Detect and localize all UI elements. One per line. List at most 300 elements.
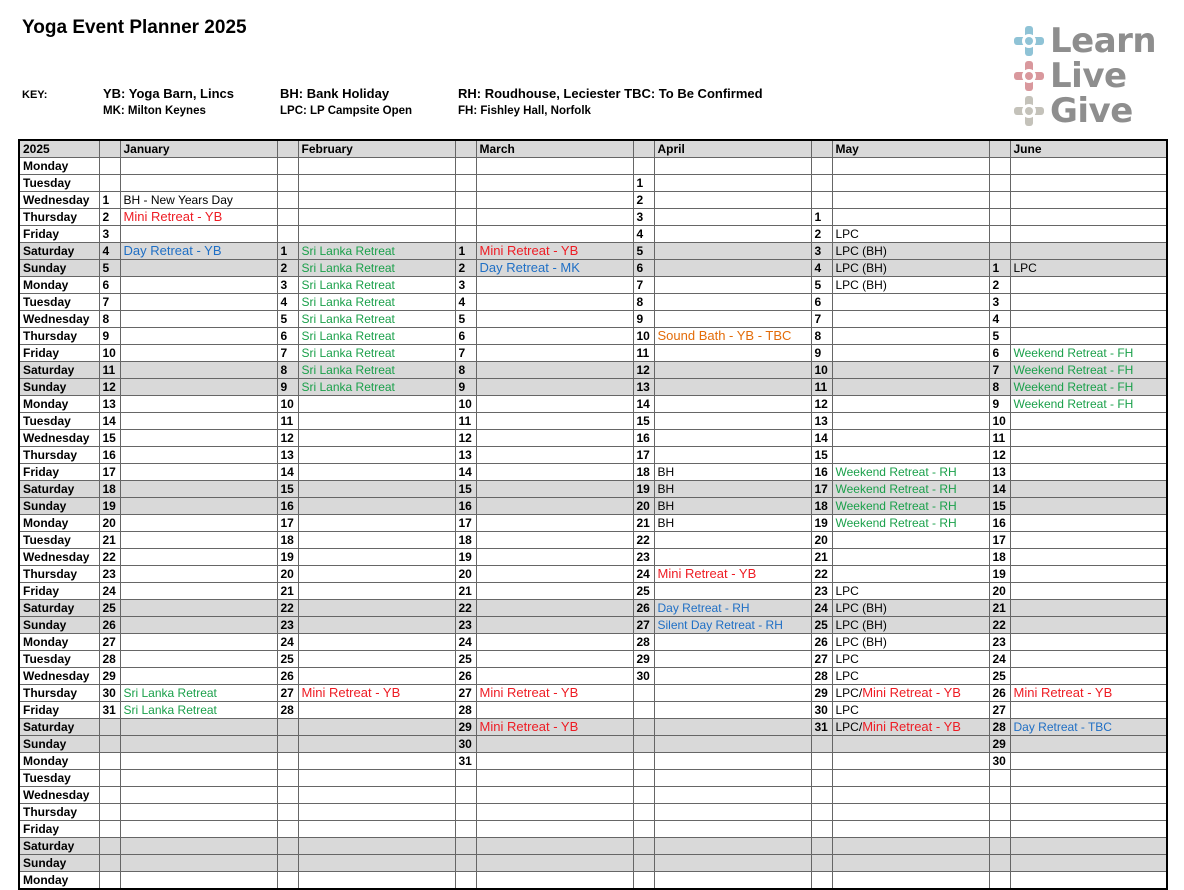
weekday-cell: Monday bbox=[19, 515, 99, 532]
date-number-cell bbox=[989, 770, 1010, 787]
date-number-cell: 2 bbox=[277, 260, 298, 277]
date-number-cell: 2 bbox=[633, 192, 654, 209]
date-number-cell: 13 bbox=[989, 464, 1010, 481]
event-cell bbox=[832, 158, 989, 175]
event-label: LPC bbox=[1013, 261, 1037, 275]
date-number-cell: 30 bbox=[455, 736, 476, 753]
date-number-cell: 7 bbox=[99, 294, 120, 311]
date-number-cell: 16 bbox=[989, 515, 1010, 532]
date-number-cell: 1 bbox=[455, 243, 476, 260]
weekday-cell: Friday bbox=[19, 583, 99, 600]
event-cell bbox=[654, 277, 811, 294]
event-planner-table bbox=[18, 139, 1168, 890]
date-number-cell: 7 bbox=[811, 311, 832, 328]
date-number-cell: 7 bbox=[277, 345, 298, 362]
date-number-cell bbox=[633, 804, 654, 821]
event-cell bbox=[298, 787, 455, 804]
event-cell bbox=[654, 294, 811, 311]
date-number-cell: 14 bbox=[277, 464, 298, 481]
event-cell bbox=[1010, 345, 1167, 362]
date-number-cell: 23 bbox=[989, 634, 1010, 651]
event-label: Day Retreat - TBC bbox=[1013, 720, 1112, 734]
date-number-cell: 28 bbox=[811, 668, 832, 685]
date-number-cell: 17 bbox=[989, 532, 1010, 549]
event-cell bbox=[832, 583, 989, 600]
event-label: Mini Retreat - YB bbox=[123, 209, 223, 224]
date-number-cell bbox=[99, 838, 120, 855]
date-number-cell: 16 bbox=[277, 498, 298, 515]
event-label: Mini Retreat - YB bbox=[479, 243, 579, 258]
live-cross-icon bbox=[1012, 59, 1046, 93]
date-number-cell: 13 bbox=[811, 413, 832, 430]
weekday-cell: Thursday bbox=[19, 804, 99, 821]
date-number-cell bbox=[633, 855, 654, 872]
event-cell bbox=[120, 158, 277, 175]
date-number-cell bbox=[99, 736, 120, 753]
event-cell bbox=[654, 753, 811, 770]
logo-live: Live bbox=[1050, 56, 1127, 96]
date-number-cell: 22 bbox=[99, 549, 120, 566]
planner-body bbox=[19, 158, 1167, 890]
event-cell bbox=[1010, 753, 1167, 770]
event-cell bbox=[298, 634, 455, 651]
date-number-cell: 3 bbox=[99, 226, 120, 243]
event-cell bbox=[1010, 158, 1167, 175]
date-number-cell: 7 bbox=[989, 362, 1010, 379]
date-number-cell: 20 bbox=[633, 498, 654, 515]
event-cell bbox=[120, 192, 277, 209]
event-cell bbox=[654, 175, 811, 192]
table-row bbox=[19, 294, 1167, 311]
event-cell bbox=[120, 736, 277, 753]
event-cell bbox=[1010, 498, 1167, 515]
date-number-cell: 8 bbox=[455, 362, 476, 379]
date-number-cell bbox=[277, 753, 298, 770]
table-row bbox=[19, 855, 1167, 872]
event-cell bbox=[832, 345, 989, 362]
event-cell bbox=[120, 872, 277, 890]
date-number-cell: 13 bbox=[633, 379, 654, 396]
date-number-cell bbox=[277, 192, 298, 209]
event-label: Mini Retreat - YB bbox=[862, 685, 961, 700]
event-cell bbox=[120, 294, 277, 311]
event-cell bbox=[120, 243, 277, 260]
date-number-cell bbox=[455, 770, 476, 787]
event-cell bbox=[120, 566, 277, 583]
event-cell bbox=[654, 260, 811, 277]
table-row bbox=[19, 634, 1167, 651]
date-number-cell: 9 bbox=[455, 379, 476, 396]
weekday-cell: Thursday bbox=[19, 566, 99, 583]
date-number-cell: 3 bbox=[455, 277, 476, 294]
event-label: LPC bbox=[835, 652, 859, 666]
date-number-cell: 13 bbox=[455, 447, 476, 464]
event-cell bbox=[832, 311, 989, 328]
event-cell bbox=[476, 430, 633, 447]
date-number-cell: 1 bbox=[811, 209, 832, 226]
weekday-cell: Sunday bbox=[19, 855, 99, 872]
event-cell bbox=[298, 260, 455, 277]
event-cell bbox=[832, 600, 989, 617]
date-number-cell: 8 bbox=[989, 379, 1010, 396]
date-number-cell bbox=[989, 209, 1010, 226]
event-cell bbox=[120, 464, 277, 481]
date-number-cell bbox=[455, 158, 476, 175]
date-number-cell: 19 bbox=[989, 566, 1010, 583]
date-number-cell bbox=[99, 175, 120, 192]
date-number-cell: 12 bbox=[455, 430, 476, 447]
weekday-cell: Tuesday bbox=[19, 413, 99, 430]
event-label: LPC bbox=[835, 584, 859, 598]
event-cell bbox=[654, 685, 811, 702]
date-number-cell bbox=[455, 787, 476, 804]
event-cell bbox=[1010, 379, 1167, 396]
weekday-cell: Tuesday bbox=[19, 651, 99, 668]
date-number-cell bbox=[633, 838, 654, 855]
date-number-cell: 26 bbox=[989, 685, 1010, 702]
date-number-cell: 12 bbox=[811, 396, 832, 413]
event-label: Mini Retreat - YB bbox=[479, 685, 579, 700]
event-cell bbox=[832, 328, 989, 345]
event-cell bbox=[476, 753, 633, 770]
date-number-cell bbox=[811, 175, 832, 192]
event-cell bbox=[654, 447, 811, 464]
event-label: LPC bbox=[835, 669, 859, 683]
event-cell bbox=[832, 532, 989, 549]
date-number-cell: 1 bbox=[989, 260, 1010, 277]
logo-give: Give bbox=[1050, 91, 1133, 131]
date-number-cell bbox=[633, 787, 654, 804]
event-cell bbox=[1010, 260, 1167, 277]
date-number-cell: 8 bbox=[633, 294, 654, 311]
date-number-cell: 14 bbox=[633, 396, 654, 413]
date-number-cell: 15 bbox=[989, 498, 1010, 515]
event-cell bbox=[832, 498, 989, 515]
event-cell bbox=[120, 515, 277, 532]
date-number-cell bbox=[811, 192, 832, 209]
event-cell bbox=[120, 634, 277, 651]
date-number-cell: 5 bbox=[633, 243, 654, 260]
month-header: February bbox=[298, 140, 455, 158]
event-cell bbox=[1010, 430, 1167, 447]
event-label: LPC (BH) bbox=[835, 261, 887, 275]
date-number-cell bbox=[455, 804, 476, 821]
event-cell bbox=[654, 838, 811, 855]
event-cell bbox=[298, 481, 455, 498]
event-cell bbox=[476, 787, 633, 804]
event-cell bbox=[654, 226, 811, 243]
date-number-cell: 24 bbox=[455, 634, 476, 651]
learn-live-give-logo bbox=[1010, 21, 1170, 131]
table-row bbox=[19, 464, 1167, 481]
weekday-cell: Saturday bbox=[19, 362, 99, 379]
date-number-cell bbox=[455, 821, 476, 838]
date-number-cell bbox=[99, 855, 120, 872]
date-number-cell: 28 bbox=[633, 634, 654, 651]
date-number-cell: 25 bbox=[633, 583, 654, 600]
date-number-cell: 20 bbox=[277, 566, 298, 583]
event-cell bbox=[298, 158, 455, 175]
date-number-cell bbox=[989, 838, 1010, 855]
date-number-cell: 24 bbox=[633, 566, 654, 583]
event-cell bbox=[476, 549, 633, 566]
event-cell bbox=[832, 396, 989, 413]
date-number-cell: 5 bbox=[989, 328, 1010, 345]
event-cell bbox=[298, 294, 455, 311]
event-cell bbox=[120, 821, 277, 838]
event-label: Sri Lanka Retreat bbox=[123, 686, 217, 700]
date-number-cell: 10 bbox=[811, 362, 832, 379]
date-number-cell: 2 bbox=[455, 260, 476, 277]
table-row bbox=[19, 498, 1167, 515]
table-row bbox=[19, 515, 1167, 532]
event-cell bbox=[832, 838, 989, 855]
date-number-cell: 29 bbox=[633, 651, 654, 668]
event-cell bbox=[1010, 311, 1167, 328]
date-number-cell bbox=[455, 872, 476, 890]
event-label: Sound Bath - YB - TBC bbox=[657, 328, 792, 343]
event-cell bbox=[298, 464, 455, 481]
event-cell bbox=[298, 175, 455, 192]
table-row bbox=[19, 192, 1167, 209]
event-cell bbox=[298, 719, 455, 736]
date-number-cell: 24 bbox=[811, 600, 832, 617]
date-number-cell: 11 bbox=[455, 413, 476, 430]
event-cell bbox=[1010, 651, 1167, 668]
weekday-cell: Monday bbox=[19, 872, 99, 890]
weekday-cell: Monday bbox=[19, 396, 99, 413]
date-number-cell bbox=[811, 804, 832, 821]
event-cell bbox=[298, 243, 455, 260]
event-cell bbox=[654, 243, 811, 260]
event-cell bbox=[1010, 243, 1167, 260]
event-cell bbox=[1010, 736, 1167, 753]
event-cell bbox=[654, 209, 811, 226]
event-cell bbox=[654, 464, 811, 481]
event-label: LPC (BH) bbox=[835, 618, 887, 632]
event-cell bbox=[120, 396, 277, 413]
table-row bbox=[19, 362, 1167, 379]
date-number-cell: 26 bbox=[455, 668, 476, 685]
event-cell bbox=[298, 736, 455, 753]
event-label: Mini Retreat - YB bbox=[301, 685, 401, 700]
event-cell bbox=[476, 838, 633, 855]
date-number-cell: 28 bbox=[277, 702, 298, 719]
date-number-cell: 28 bbox=[99, 651, 120, 668]
event-label: LPC/ bbox=[835, 720, 863, 734]
event-cell bbox=[476, 294, 633, 311]
event-cell bbox=[298, 600, 455, 617]
date-number-cell: 15 bbox=[455, 481, 476, 498]
date-number-cell: 23 bbox=[455, 617, 476, 634]
event-cell bbox=[654, 702, 811, 719]
event-cell bbox=[1010, 396, 1167, 413]
date-number-cell: 11 bbox=[99, 362, 120, 379]
event-label: Day Retreat - MK bbox=[479, 260, 580, 275]
weekday-cell: Tuesday bbox=[19, 175, 99, 192]
date-number-cell: 22 bbox=[455, 600, 476, 617]
date-number-cell: 15 bbox=[277, 481, 298, 498]
date-number-cell: 9 bbox=[989, 396, 1010, 413]
date-number-cell bbox=[455, 838, 476, 855]
event-cell bbox=[654, 736, 811, 753]
event-cell bbox=[832, 651, 989, 668]
table-row bbox=[19, 226, 1167, 243]
date-number-cell: 30 bbox=[811, 702, 832, 719]
date-number-cell: 11 bbox=[811, 379, 832, 396]
date-number-cell bbox=[455, 192, 476, 209]
date-number-cell: 21 bbox=[455, 583, 476, 600]
event-cell bbox=[476, 498, 633, 515]
weekday-cell: Monday bbox=[19, 634, 99, 651]
event-cell bbox=[298, 532, 455, 549]
date-number-cell: 11 bbox=[277, 413, 298, 430]
date-number-cell: 9 bbox=[633, 311, 654, 328]
key-yb: YB: Yoga Barn, Lincs bbox=[103, 86, 234, 101]
date-number-cell bbox=[277, 719, 298, 736]
weekday-cell: Thursday bbox=[19, 447, 99, 464]
event-cell bbox=[476, 872, 633, 890]
date-number-cell: 26 bbox=[811, 634, 832, 651]
event-cell bbox=[298, 702, 455, 719]
event-cell bbox=[120, 787, 277, 804]
event-cell bbox=[298, 549, 455, 566]
date-number-cell bbox=[811, 158, 832, 175]
date-number-cell: 27 bbox=[811, 651, 832, 668]
event-cell bbox=[1010, 719, 1167, 736]
event-cell bbox=[476, 345, 633, 362]
table-row bbox=[19, 345, 1167, 362]
date-number-cell: 25 bbox=[811, 617, 832, 634]
event-cell bbox=[120, 838, 277, 855]
event-cell bbox=[1010, 821, 1167, 838]
event-cell bbox=[832, 770, 989, 787]
event-cell bbox=[476, 668, 633, 685]
date-number-cell: 18 bbox=[99, 481, 120, 498]
event-cell bbox=[1010, 566, 1167, 583]
date-number-cell: 17 bbox=[277, 515, 298, 532]
date-number-cell: 14 bbox=[455, 464, 476, 481]
date-number-cell: 25 bbox=[455, 651, 476, 668]
event-cell bbox=[654, 787, 811, 804]
table-row bbox=[19, 243, 1167, 260]
event-cell bbox=[476, 226, 633, 243]
event-label: LPC (BH) bbox=[835, 635, 887, 649]
date-number-cell: 6 bbox=[989, 345, 1010, 362]
date-number-cell: 4 bbox=[277, 294, 298, 311]
event-cell bbox=[1010, 838, 1167, 855]
table-row bbox=[19, 209, 1167, 226]
event-cell bbox=[832, 464, 989, 481]
weekday-cell: Wednesday bbox=[19, 668, 99, 685]
event-cell bbox=[298, 379, 455, 396]
table-row bbox=[19, 787, 1167, 804]
date-number-cell bbox=[811, 753, 832, 770]
event-cell bbox=[832, 855, 989, 872]
event-label: Day Retreat - YB bbox=[123, 243, 222, 258]
date-number-cell bbox=[989, 192, 1010, 209]
date-number-cell: 7 bbox=[455, 345, 476, 362]
event-cell bbox=[120, 532, 277, 549]
date-number-cell bbox=[633, 872, 654, 890]
event-cell bbox=[1010, 549, 1167, 566]
event-cell bbox=[476, 175, 633, 192]
table-row bbox=[19, 736, 1167, 753]
event-label: LPC bbox=[835, 227, 859, 241]
table-row bbox=[19, 702, 1167, 719]
date-number-cell: 4 bbox=[99, 243, 120, 260]
date-number-cell bbox=[811, 872, 832, 890]
date-number-cell: 5 bbox=[99, 260, 120, 277]
event-cell bbox=[476, 821, 633, 838]
event-cell bbox=[120, 651, 277, 668]
date-number-cell: 29 bbox=[99, 668, 120, 685]
event-cell bbox=[1010, 413, 1167, 430]
key-fh: FH: Fishley Hall, Norfolk bbox=[458, 105, 591, 117]
key-lpc: LPC: LP Campsite Open bbox=[280, 105, 413, 117]
event-cell bbox=[476, 685, 633, 702]
event-cell bbox=[1010, 447, 1167, 464]
weekday-cell: Friday bbox=[19, 821, 99, 838]
date-number-cell: 2 bbox=[811, 226, 832, 243]
event-label: Sri Lanka Retreat bbox=[301, 312, 395, 326]
event-cell bbox=[298, 362, 455, 379]
event-cell bbox=[120, 226, 277, 243]
event-cell bbox=[832, 515, 989, 532]
event-cell bbox=[654, 430, 811, 447]
weekday-cell: Monday bbox=[19, 753, 99, 770]
event-cell bbox=[120, 702, 277, 719]
weekday-cell: Saturday bbox=[19, 243, 99, 260]
date-number-cell: 26 bbox=[633, 600, 654, 617]
event-cell bbox=[120, 447, 277, 464]
table-row bbox=[19, 600, 1167, 617]
date-number-cell bbox=[633, 158, 654, 175]
event-cell bbox=[298, 515, 455, 532]
event-cell bbox=[1010, 464, 1167, 481]
date-number-cell bbox=[633, 753, 654, 770]
date-number-cell bbox=[989, 804, 1010, 821]
weekday-cell: Tuesday bbox=[19, 770, 99, 787]
date-number-cell: 5 bbox=[811, 277, 832, 294]
date-number-cell: 13 bbox=[99, 396, 120, 413]
event-cell bbox=[120, 379, 277, 396]
event-cell bbox=[832, 447, 989, 464]
event-cell bbox=[654, 498, 811, 515]
event-cell bbox=[832, 226, 989, 243]
header-row bbox=[19, 140, 1167, 158]
event-cell bbox=[298, 277, 455, 294]
event-cell bbox=[1010, 872, 1167, 890]
date-number-cell bbox=[989, 226, 1010, 243]
event-cell bbox=[1010, 600, 1167, 617]
date-number-cell: 22 bbox=[989, 617, 1010, 634]
event-cell bbox=[298, 345, 455, 362]
event-cell bbox=[1010, 226, 1167, 243]
event-cell bbox=[120, 753, 277, 770]
date-number-cell: 15 bbox=[811, 447, 832, 464]
event-cell bbox=[298, 872, 455, 890]
date-number-cell: 13 bbox=[277, 447, 298, 464]
event-cell bbox=[298, 209, 455, 226]
date-number-cell: 23 bbox=[811, 583, 832, 600]
event-cell bbox=[476, 243, 633, 260]
event-cell bbox=[1010, 328, 1167, 345]
event-label: Mini Retreat - YB bbox=[862, 719, 961, 734]
date-number-cell bbox=[989, 872, 1010, 890]
event-label: BH bbox=[657, 499, 675, 513]
event-label: Silent Day Retreat - RH bbox=[657, 618, 783, 632]
